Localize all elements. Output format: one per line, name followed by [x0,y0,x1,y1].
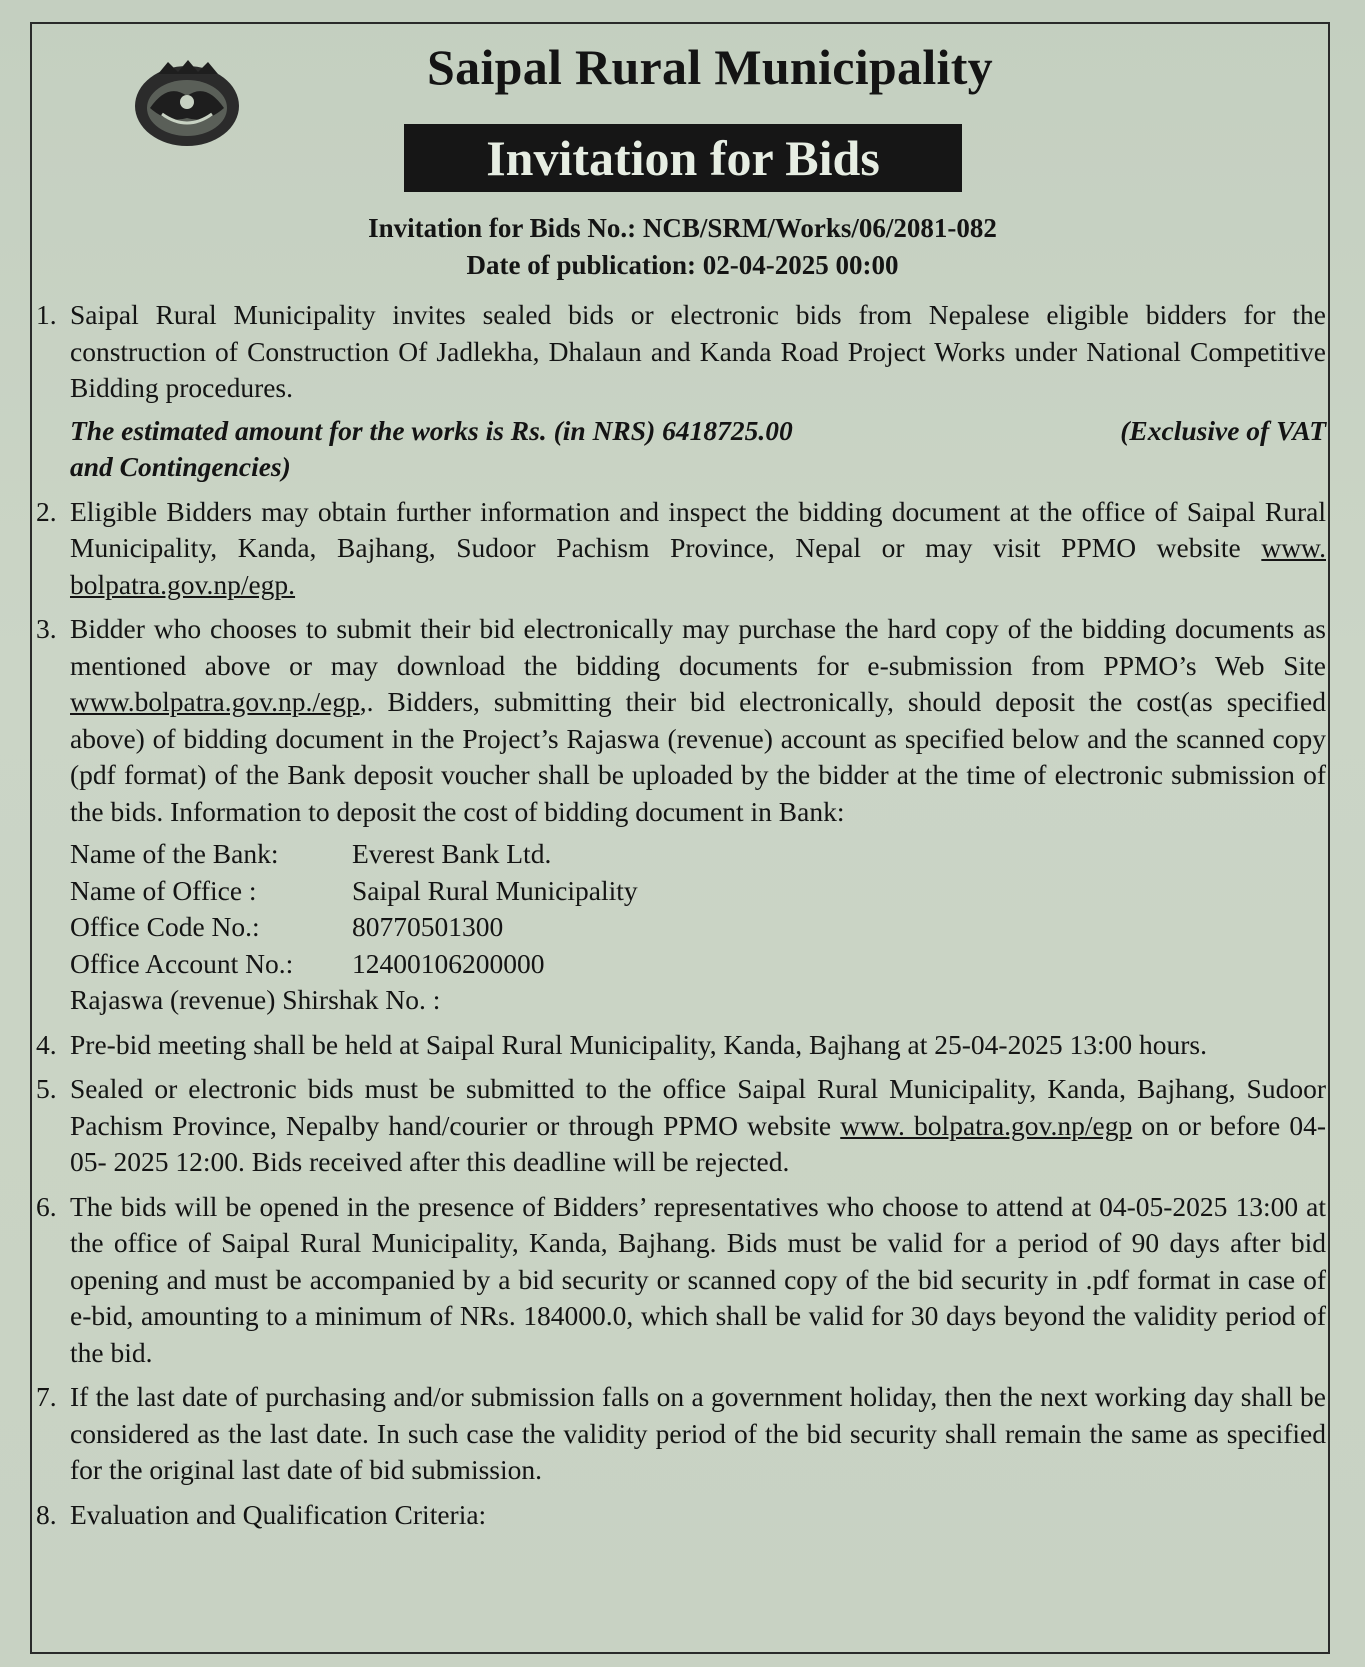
bank-label: Office Account No.: [70,947,294,979]
clause-number: 5. [36,1073,57,1104]
bank-row [70,836,1326,873]
clause-text-b: on or before 04-05- 2025 12:00. Bids received after this deadline will be rejected. [70,1109,1326,1177]
clause-5 [36,1071,1326,1181]
publication-date: Date of publication: 02-04-2025 00:00 [466,250,899,280]
nepal-government-emblem-icon [128,52,246,152]
bank-value: Saipal Rural Municipality [352,874,638,906]
bank-label: Office Code No.: [70,911,260,942]
clause-text [70,494,1326,604]
clause-number: 4. [36,1028,57,1060]
clause-4 [36,1027,1326,1064]
clause-8 [36,1497,1326,1534]
clause-text: Pre-bid meeting shall be held at Saipal Rural Municipality, Kanda, Bajhang at 25-04-2025 13:00 hours. [70,1028,1207,1060]
bank-label: Name of the Bank: [70,838,279,869]
municipality-title: Saipal Rural Municipality [427,39,993,95]
clause-number: 6. [36,1190,57,1222]
bid-reference [200,210,1165,284]
bolpatra-link[interactable]: www.bolpatra.gov.np./egp [70,686,360,717]
bank-row [70,909,1326,946]
bank-label: Name of Office : [70,874,257,906]
bank-details [70,836,1326,1019]
clause-number: 7. [36,1381,57,1412]
bank-value: Everest Bank Ltd. [352,838,552,869]
shirshak-row: Rajaswa (revenue) Shirshak No. : [70,984,441,1015]
bolpatra-link[interactable]: www. bolpatra.gov.np/egp. [70,532,1326,600]
bank-value: 12400106200000 [352,947,545,979]
estimate-amount: The estimated amount for the works is Rs. (in NRS) 6418725.00 [70,414,793,446]
clause-number: 1. [36,299,57,330]
clause-text-a: Bidder who chooses to submit their bid electronically may purchase the hard copy of the bidding documents as mentioned above or may download the bidding documents for e-submission from PPMO’s Web Site [70,613,1326,681]
clause-3 [36,611,1326,1019]
bid-number: Invitation for Bids No.: NCB/SRM/Works/06/2081-082 [368,213,997,243]
clause-number: 2. [36,495,57,527]
clause-2 [36,494,1326,604]
clause-text [70,611,1326,830]
clause-number: 3. [36,613,57,644]
clause-text: If the last date of purchasing and/or submission falls on a government holiday, then the next working day shall be considered as the last date. In such case the validity period of the bid security shall remain the same as specified for the original last date of bid submission. [70,1381,1326,1485]
estimate-tail: and Contingencies) [70,451,291,482]
bank-row [70,873,1326,910]
estimate-line [70,413,1326,450]
clause-text: Saipal Rural Municipality invites sealed bids or electronic bids from Nepalese eligible bidders for the construction of Construction Of Jadlekha, Dhalaun and Kanda Road Project Works under National Competitive Bidding procedures. [70,299,1326,403]
clause-text-a: Sealed or electronic bids must be submitted to the office Saipal Rural Municipality, Kanda, Bajhang, Sudoor Pachism Province, Nepalby hand/courier or through PPMO website [70,1073,1326,1141]
clause-1 [36,297,1326,486]
invitation-banner: Invitation for Bids [404,124,962,192]
clause-7 [36,1379,1326,1489]
clause-text: The bids will be opened in the presence of Bidders’ representatives who choose to attend at 04-05-2025 13:00 at the office of Saipal Rural Municipality, Kanda, Bajhang. Bids must be valid for a period of 90 days after bid opening and must be accompanied by a bid security or scanned copy of the bid security in .pdf format in case of e-bid, amounting to a minimum of NRs. 184000.0, which shall be valid for 30 days beyond the validity period of the bid. [70,1190,1326,1368]
bank-row [70,946,1326,983]
clause-text: Evaluation and Qualification Criteria: [70,1498,487,1530]
bank-value: 80770501300 [352,911,504,942]
clause-number: 8. [36,1498,57,1530]
clause-text [70,1071,1326,1181]
clause-6 [36,1189,1326,1372]
clause-text-span: Eligible Bidders may obtain further information and inspect the bidding document at the office of Saipal Rural Municipality, Kanda, Bajhang, Sudoor Pachism Province, Nepal or may visit PPMO website [70,495,1326,563]
estimate-note: (Exclusive of VAT [1120,414,1326,446]
bolpatra-link[interactable]: www. bolpatra.gov.np/egp [840,1109,1133,1141]
clause-text-b: ,. Bidders, submitting their bid electronically, should deposit the cost(as specified above) of bidding document in the Project’s Rajaswa (revenue) account as specified below and the scanned copy (pdf format) of the Bank deposit voucher shall be uploaded by the bidder at the time of electronic submission of the bids. Information to deposit the cost of bidding document in Bank: [70,686,1326,827]
notice-body [36,297,1326,1541]
